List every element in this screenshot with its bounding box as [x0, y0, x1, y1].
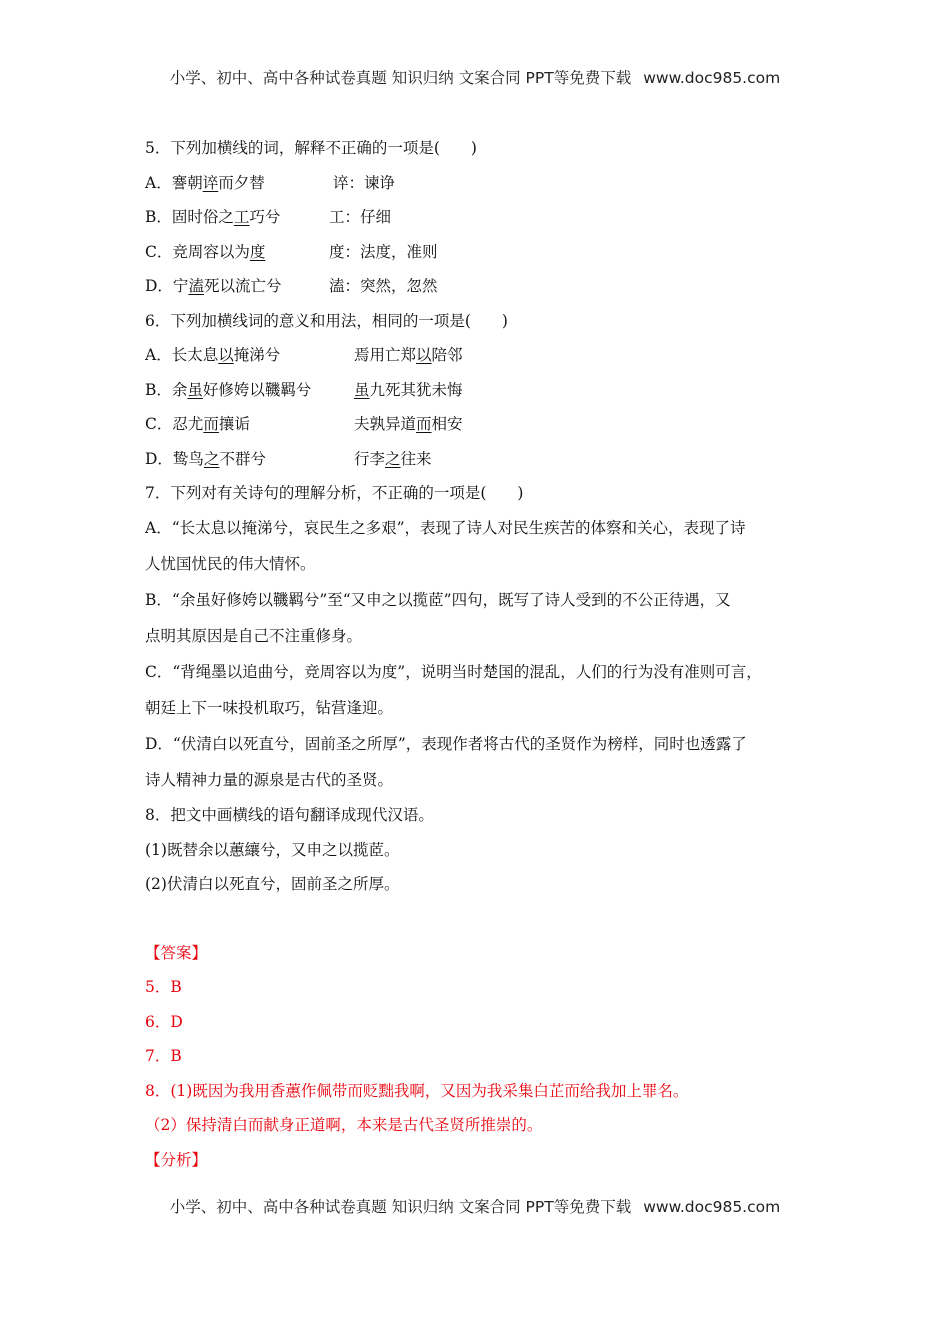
analysis-heading: 【分析】	[145, 1151, 208, 1169]
q6-option-a: A．长太息以掩涕兮	[145, 346, 281, 364]
q6-option-b-compare: 虽九死其犹未悔	[354, 381, 463, 399]
page-header	[0, 66, 950, 88]
q5-option-a-gloss: 谇：谏诤	[333, 174, 396, 192]
q7-line: D．“伏清白以死直兮，固前圣之所厚”，表现作者将古代的圣贤作为榜样，同时也透露了	[145, 735, 747, 753]
page-footer	[0, 1195, 950, 1217]
q7-line: 点明其原因是自己不注重修身。	[145, 627, 363, 645]
q6-option-a-compare: 焉用亡郑以陪邻	[354, 346, 463, 364]
answer-line: 6．D	[145, 1013, 183, 1031]
q5-option-d: D．宁溘死以流亡兮	[145, 277, 282, 295]
q5-option-c: C．竞周容以为度	[145, 243, 266, 261]
q6-stem: 6．下列加横线词的意义和用法，相同的一项是( )	[145, 312, 508, 330]
q6-option-c: C．忍尤而攘诟	[145, 415, 250, 433]
q6-option-d: D．鸷鸟之不群兮	[145, 450, 266, 468]
footer-site: www.doc985.com	[643, 1198, 781, 1216]
q6-option-c-compare: 夫孰异道而相安	[354, 415, 463, 433]
q5-option-b: B．固时俗之工巧兮	[145, 208, 281, 226]
q6-option-b: B．余虽好修姱以鞿羁兮	[145, 381, 312, 399]
q8-item: (2)伏清白以死直兮，固前圣之所厚。	[145, 875, 400, 893]
q7-stem: 7．下列对有关诗句的理解分析，不正确的一项是( )	[145, 484, 524, 502]
answer-line: 8．(1)既因为我用香蕙作佩带而贬黜我啊，又因为我采集白芷而给我加上罪名。	[145, 1082, 689, 1100]
q7-line: A．“长太息以掩涕兮，哀民生之多艰”，表现了诗人对民生疾苦的体察和关心，表现了诗	[145, 519, 746, 537]
q5-option-c-gloss: 度：法度，准则	[329, 243, 438, 261]
q7-line: B．“余虽好修姱以鞿羁兮”至“又申之以揽茝”四句，既写了诗人受到的不公正待遇，又	[145, 591, 731, 609]
q5-option-d-gloss: 溘：突然，忽然	[329, 277, 438, 295]
header-site: www.doc985.com	[643, 69, 781, 87]
q7-line: C．“背绳墨以追曲兮，竞周容以为度”，说明当时楚国的混乱，人们的行为没有准则可言，	[145, 663, 762, 681]
q8-item: (1)既替余以蕙纕兮，又申之以揽茝。	[145, 841, 400, 859]
answer-line: （2）保持清白而献身正道啊，本来是古代圣贤所推崇的。	[145, 1116, 543, 1134]
q7-line: 朝廷上下一味投机取巧，钻营逢迎。	[145, 699, 394, 717]
q7-line: 诗人精神力量的源泉是古代的圣贤。	[145, 771, 394, 789]
answer-line: 5．B	[145, 978, 182, 996]
q6-option-d-compare: 行李之往来	[354, 450, 432, 468]
q5-option-a: A．謇朝谇而夕替	[145, 174, 265, 192]
footer-text: 小学、初中、高中各种试卷真题 知识归纳 文案合同 PPT等免费下载	[169, 1198, 632, 1216]
q5-stem: 5．下列加横线的词，解释不正确的一项是( )	[145, 139, 477, 157]
answer-line: 7．B	[145, 1047, 182, 1065]
q5-option-b-gloss: 工：仔细	[329, 208, 392, 226]
q7-line: 人忧国忧民的伟大情怀。	[145, 555, 316, 573]
q8-stem: 8．把文中画横线的语句翻译成现代汉语。	[145, 806, 434, 824]
header-text: 小学、初中、高中各种试卷真题 知识归纳 文案合同 PPT等免费下载	[169, 69, 632, 87]
answer-heading: 【答案】	[145, 944, 208, 962]
